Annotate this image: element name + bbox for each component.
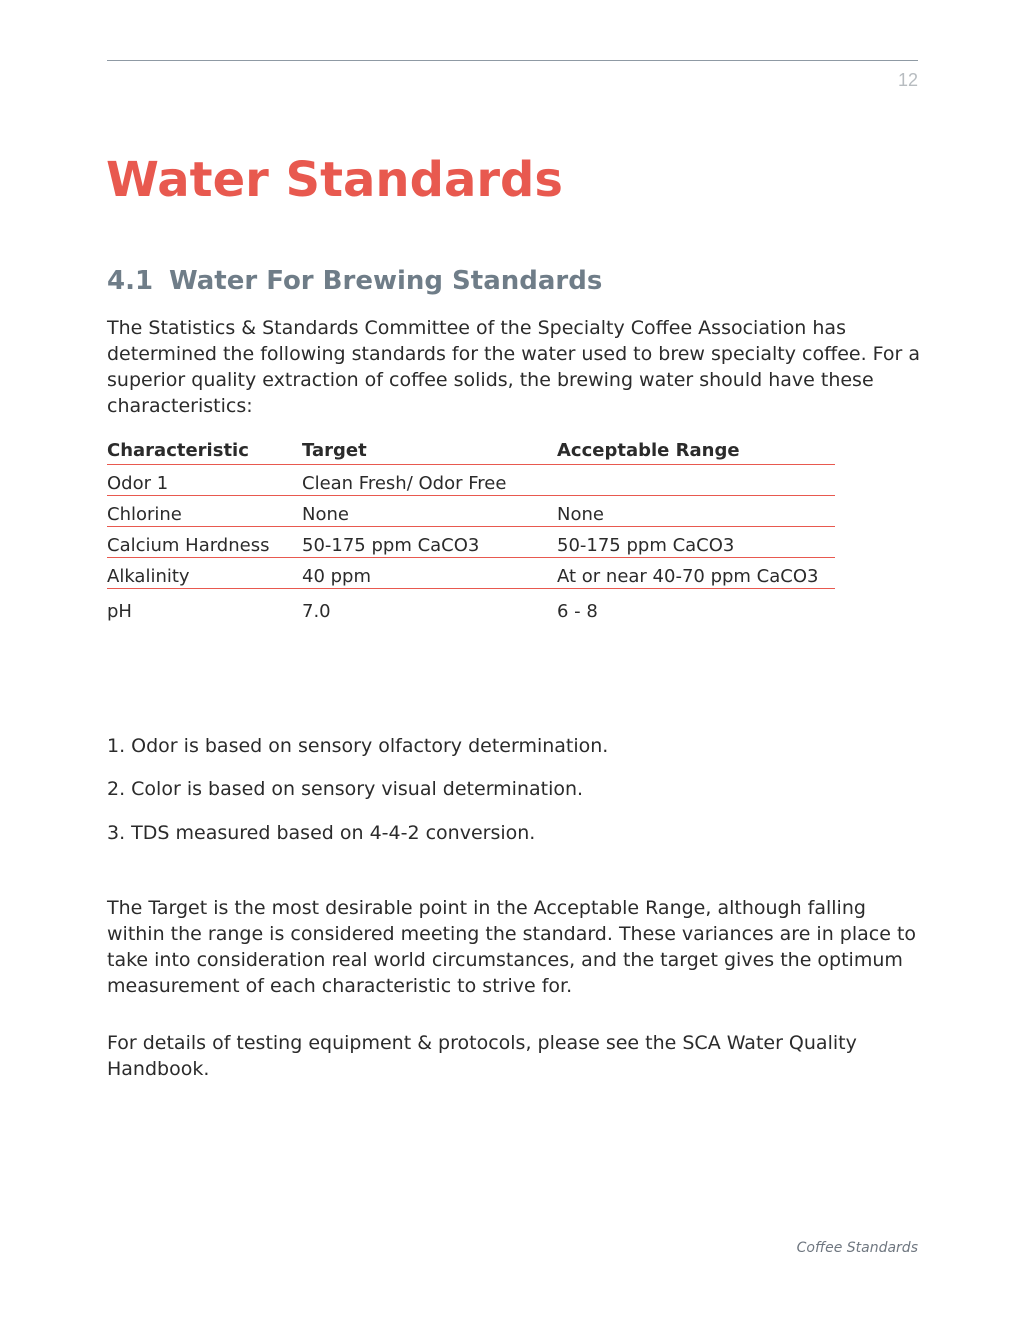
table-row bbox=[107, 589, 835, 624]
table-cell: Alkalinity bbox=[107, 558, 302, 589]
table-cell: At or near 40-70 ppm CaCO3 bbox=[557, 558, 835, 589]
table-row bbox=[107, 558, 835, 589]
table-cell: 40 ppm bbox=[302, 558, 557, 589]
table-cell: pH bbox=[107, 601, 132, 622]
table-cell: None bbox=[302, 496, 557, 527]
section-heading bbox=[107, 266, 602, 296]
target-explanation-paragraph: The Target is the most desirable point in the Acceptable Range, although falling within the range is considered meeting the standard. These variances are in place to take into consideration real world circumstances, and the target gives the optimum measurement of each characteristic to strive for. bbox=[107, 897, 917, 997]
table-cell: None bbox=[557, 496, 835, 527]
column-header-acceptable-range: Acceptable Range bbox=[557, 433, 835, 465]
table-row bbox=[107, 465, 835, 496]
page-title: Water Standards bbox=[106, 152, 563, 208]
page-number: 12 bbox=[897, 70, 918, 90]
footer-label: Coffee Standards bbox=[796, 1240, 918, 1256]
table-cell: Chlorine bbox=[107, 496, 302, 527]
table-header-row bbox=[107, 433, 835, 465]
table-cell: Clean Fresh/ Odor Free bbox=[302, 465, 557, 496]
header-divider bbox=[107, 60, 918, 61]
footnote-color: 2. Color is based on sensory visual determination. bbox=[107, 778, 584, 800]
table-row bbox=[107, 527, 835, 558]
table-cell: 6 - 8 bbox=[557, 601, 598, 622]
table-cell: 50-175 ppm CaCO3 bbox=[302, 527, 557, 558]
table-cell: Odor 1 bbox=[107, 465, 302, 496]
section-number: 4.1 bbox=[107, 266, 154, 296]
table-row bbox=[107, 496, 835, 527]
column-header-target: Target bbox=[302, 433, 557, 465]
table-cell: Calcium Hardness bbox=[107, 527, 302, 558]
footnote-tds: 3. TDS measured based on 4-4-2 conversion. bbox=[107, 822, 536, 844]
section-title: Water For Brewing Standards bbox=[169, 266, 603, 296]
column-header-characteristic: Characteristic bbox=[107, 433, 302, 465]
table-cell bbox=[557, 465, 835, 496]
footnote-odor: 1. Odor is based on sensory olfactory determination. bbox=[107, 735, 609, 757]
intro-paragraph: The Statistics & Standards Committee of the Specialty Coffee Association has determined the following standards for the water used to brew specialty coffee. For a superior quality extraction of coffee solids, the brewing water should have these characteristics: bbox=[107, 317, 921, 417]
table-cell: 7.0 bbox=[302, 601, 331, 622]
water-standards-table bbox=[107, 433, 835, 623]
table-cell: 50-175 ppm CaCO3 bbox=[557, 527, 835, 558]
testing-details-paragraph: For details of testing equipment & protocols, please see the SCA Water Quality Handbook. bbox=[107, 1032, 857, 1080]
